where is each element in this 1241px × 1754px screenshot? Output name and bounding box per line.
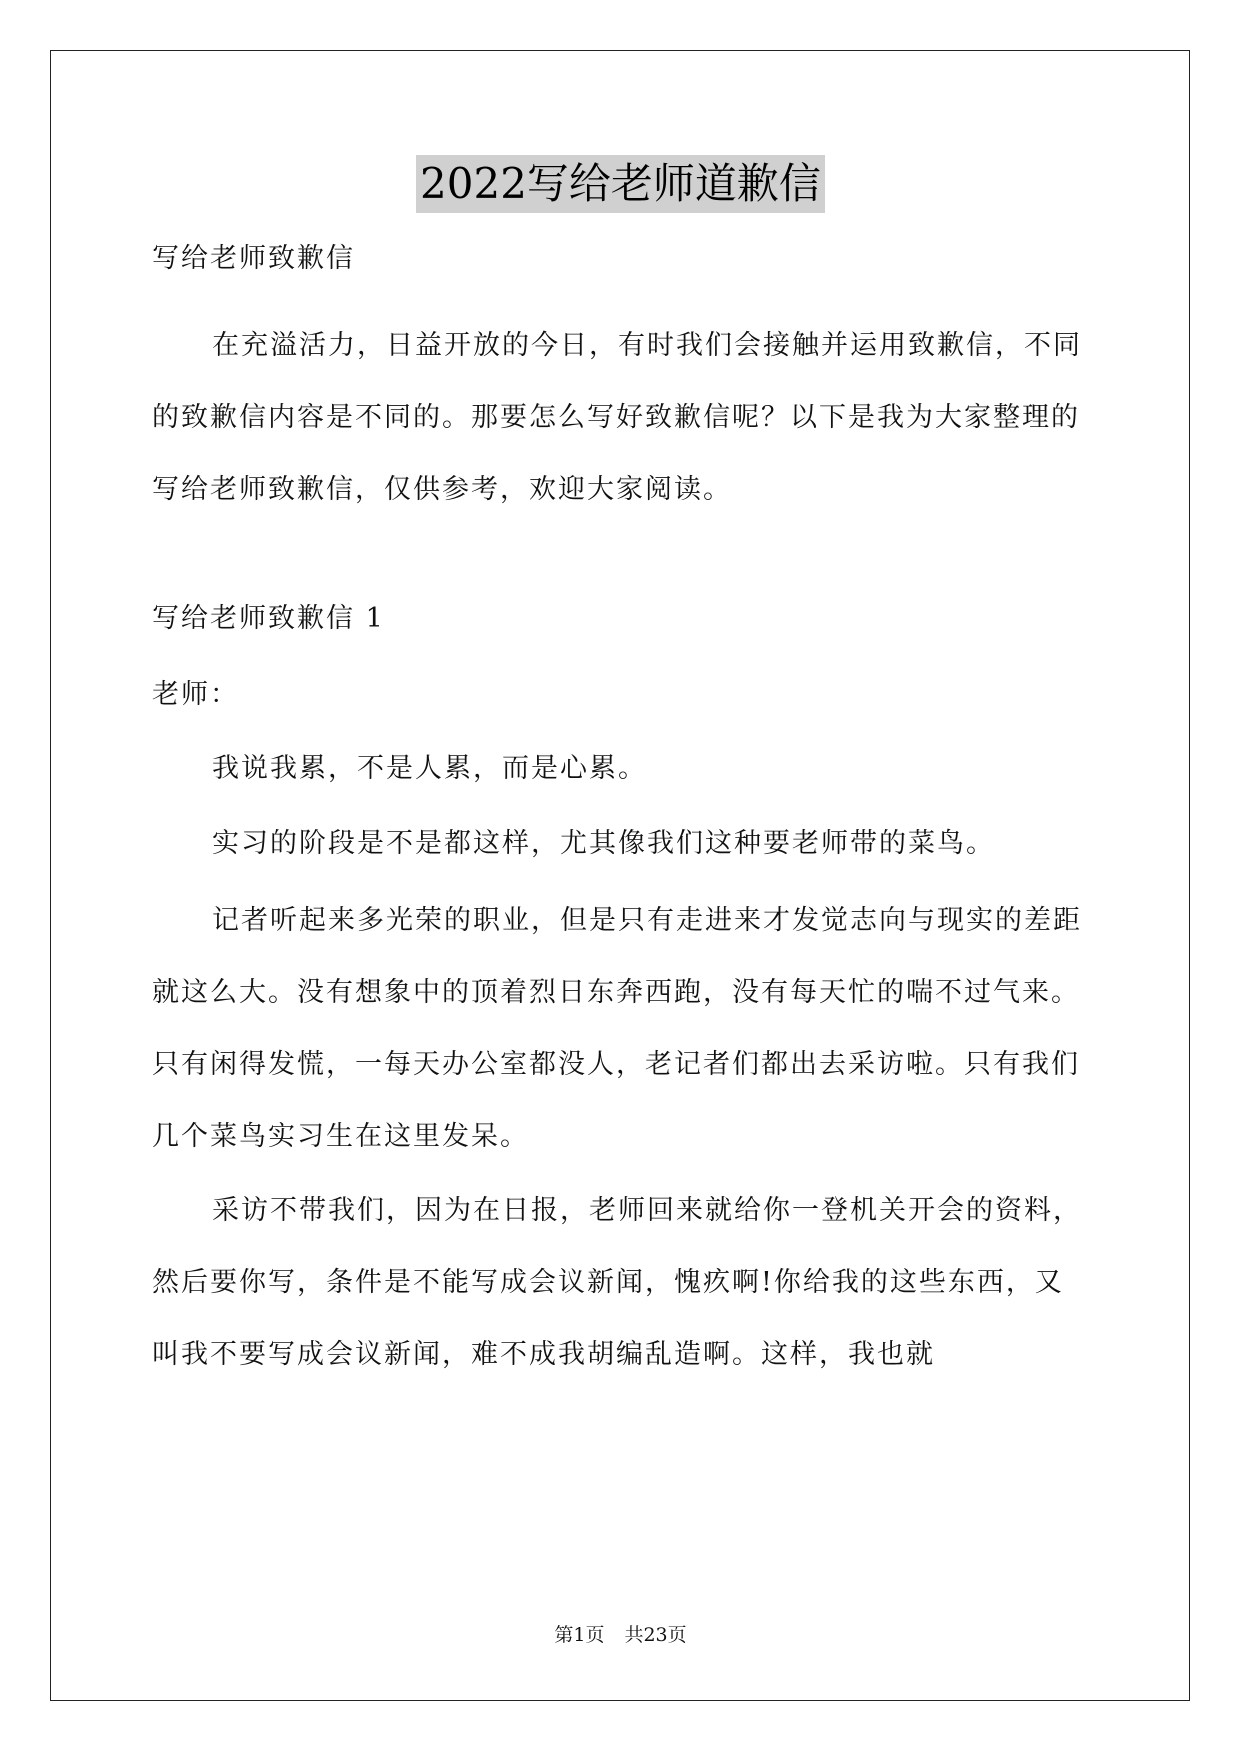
intro-paragraph: 在充溢活力，日益开放的今日，有时我们会接触并运用致歉信，不同的致歉信内容是不同的。那要怎么写好致歉信呢？以下是我为大家整理的写给老师致歉信，仅供参考，欢迎大家阅读。 (152, 330, 1082, 505)
page-footer (0, 1623, 1241, 1647)
paragraph-3: 记者听起来多光荣的职业，但是只有走进来才发觉志向与现实的差距就这么大。没有想象中的顶着烈日东奔西跑，没有每天忙的喘不过气来。只有闲得发慌，一每天办公室都没人，老记者们都出去采访啦。只有我们几个菜鸟实习生在这里发呆。 (152, 905, 1082, 1152)
document-title: 2022写给老师道歉信 (416, 155, 825, 213)
page-number: 第1页 (554, 1624, 605, 1646)
paragraph-1: 我说我累，不是人累，而是心累。 (212, 753, 647, 784)
subtitle: 写给老师致歉信 (152, 243, 355, 274)
paragraph-2: 实习的阶段是不是都这样，尤其像我们这种要老师带的菜鸟。 (212, 828, 995, 859)
page-border (50, 50, 1190, 1701)
page-total: 共23页 (624, 1624, 687, 1646)
paragraph-4: 采访不带我们，因为在日报，老师回来就给你一登机关开会的资料，然后要你写，条件是不能写成会议新闻，愧疚啊!你给我的这些东西，又叫我不要写成会议新闻，难不成我胡编乱造啊。这样，我也就 (152, 1195, 1082, 1370)
section-heading: 写给老师致歉信 1 (152, 603, 385, 634)
salutation: 老师： (152, 679, 239, 710)
title-container (0, 155, 1241, 213)
